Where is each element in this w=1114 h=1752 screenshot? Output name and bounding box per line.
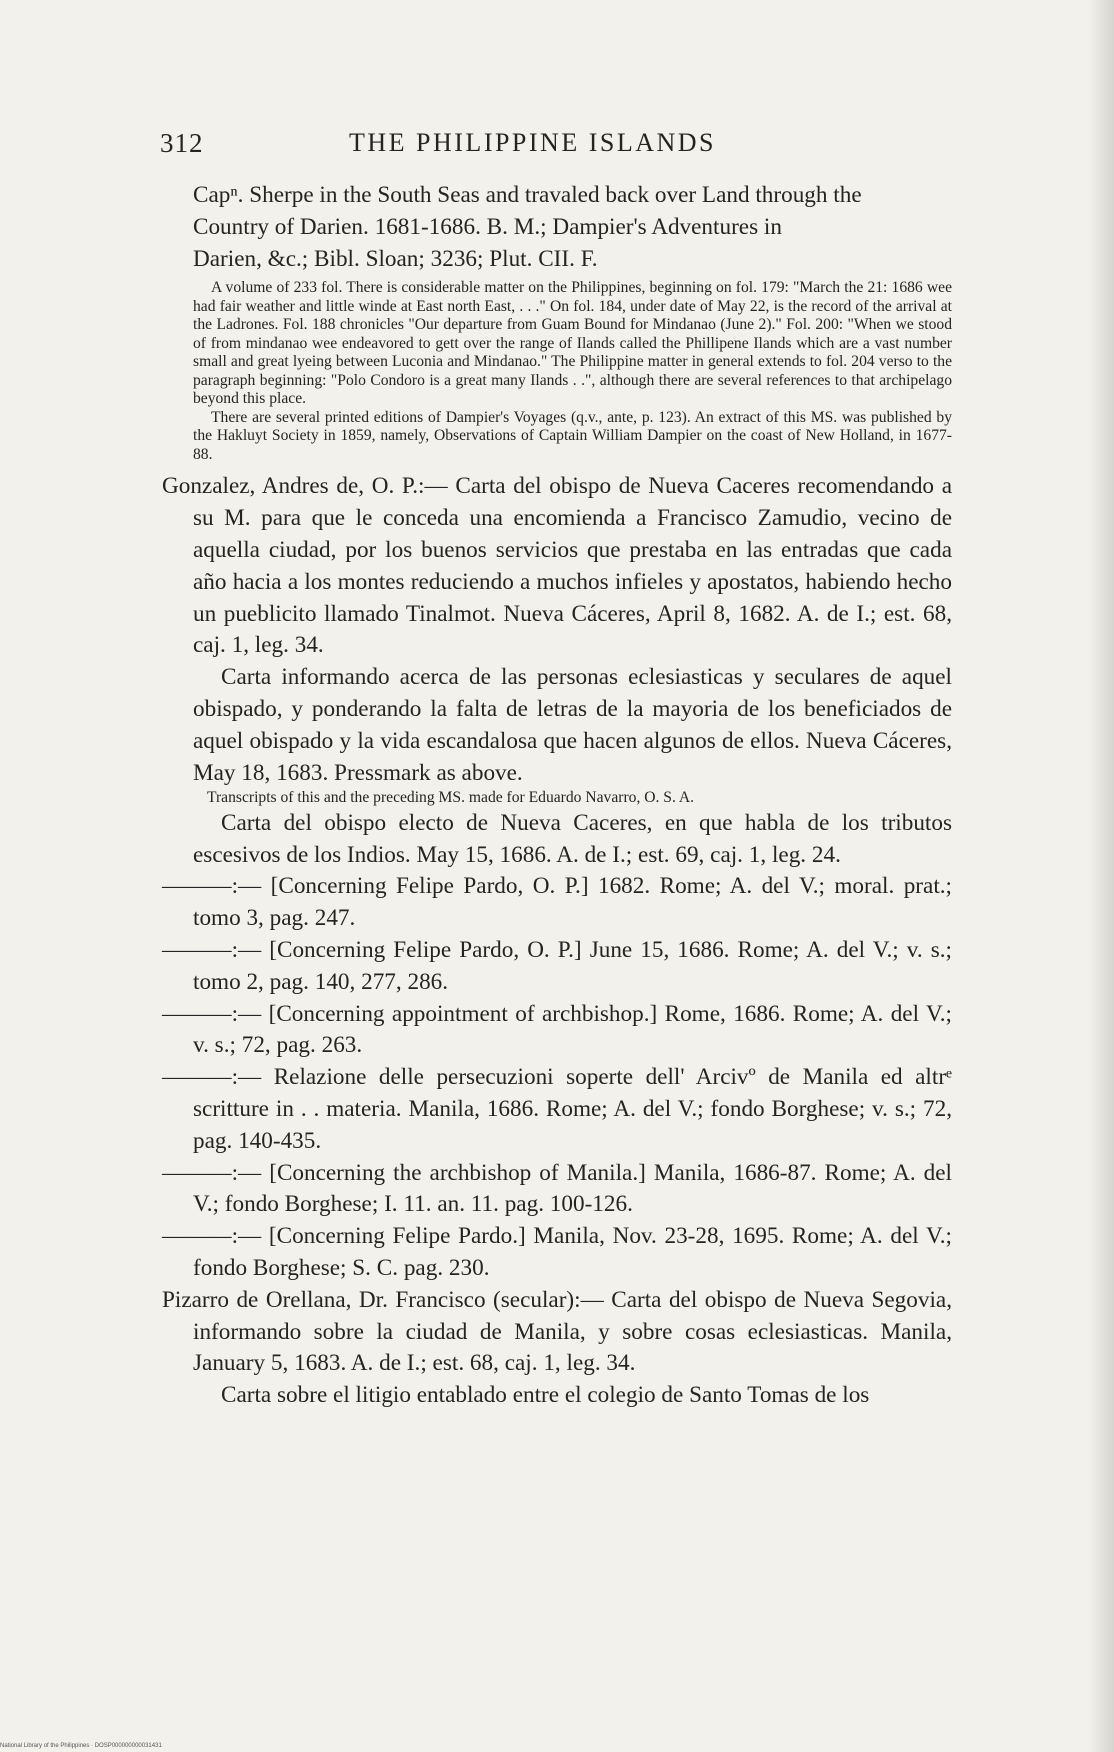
note-paragraph: A volume of 233 fol. There is considerable matter on the Philippines, beginning on fol. 179: "March the 21: 1686 wee had fair weather and little winde at East north East, . . ." On fol. 184, under date of May 22, is the record of the arrival at the Ladrones. Fol. 188 chronicles "Our departure from Guam Bound for Mindanao (June 2)." Fol. 200: "When we stood of from mindanao wee endeavored to gett over the range of Ilands called the Phillipene Ilands which are a vast number small and great lyeing between Luconia and Mindanao." The Philippine matter in general extends to fol. 204 verso to the paragraph beginning: "Polo Condoro is a great many Ilands . .", although there are several references to that archipelago beyond this place. [193, 279, 952, 408]
scan-footer: National Library of the Philippines · DOSP000000000031431 [0, 1743, 162, 1749]
entry-dash-2: ———:— [Concerning Felipe Pardo, O. P.] June 15, 1686. Rome; A. del V.; v. s.; tomo 2, pag. 140, 277, 286. [162, 937, 952, 995]
entry-dash-6: ———:— [Concerning Felipe Pardo.] Manila, Nov. 23-28, 1695. Rome; A. del V.; fondo Borghese; S. C. pag. 230. [162, 1223, 952, 1282]
entry-continuation: Capⁿ. Sherpe in the South Seas and travaled back over Land through the [193, 182, 862, 208]
entry-gonzalez-carta-2: Carta del obispo electo de Nueva Caceres, en que habla de los tributos escesivos de los Indios. May 15, 1686. A. de I.; est. 69, caj. 1, leg. 24. [193, 809, 952, 868]
page-number: 312 [160, 128, 204, 158]
running-head: THE PHILIPPINE ISLANDS [349, 128, 716, 157]
entry-dash-5: ———:— [Concerning the archbishop of Manila.] Manila, 1686-87. Rome; A. del V.; fondo Borghese; I. 11. an. 11. pag. 100-126. [162, 1159, 952, 1218]
entry-gonzalez-carta: Carta informando acerca de las personas eclesiasticas y seculares de aquel obispado, y ponderando la falta de letras de la mayoria de los beneficiados de aquel obispado y la vida escandalosa que hacen algunos de ellos. Nueva Cáceres, May 18, 1683. Pressmark as above. [193, 664, 952, 786]
page-header [162, 126, 952, 166]
note-paragraph-2: There are several printed editions of Dampier's Voyages (q.v., ante, p. 123). An extract of this MS. was published by the Hakluyt Society in 1859, namely, Observations of Captain William Dampier on the coast of New Holland, in 1677-88. [193, 408, 952, 463]
entry-continuation-2: Country of Darien. 1681-1686. B. M.; Dampier's Adventures in [193, 213, 782, 240]
entry-dash-4: ———:— Relazione delle persecuzioni soperte dell' Arcivº de Manila ed altrᵉ scritture in . . materia. Manila, 1686. Rome; A. del V.; fondo Borghese; v. s.; 72, pag. 140-435. [162, 1064, 952, 1154]
entry-pizarro: Pizarro de Orellana, Dr. Francisco (secular):— Carta del obispo de Nueva Segovia, informando sobre la ciudad de Manila, y sobre cosas eclesiasticas. Manila, January 5, 1683. A. de I.; est. 68, caj. 1, leg. 34. [162, 1286, 952, 1377]
transcript-note: Transcripts of this and the preceding MS. made for Eduardo Navarro, O. S. A. [207, 789, 695, 807]
page-edge-shadow [1088, 0, 1114, 1752]
entry-pizarro-carta: Carta sobre el litigio entablado entre el colegio de Santo Tomas de los [221, 1382, 870, 1409]
entry-dash-1: ———:— [Concerning Felipe Pardo, O. P.] 1682. Rome; A. del V.; moral. prat.; tomo 3, pag. 247. [162, 873, 952, 932]
entry-dash-3: ———:— [Concerning appointment of archbishop.] Rome, 1686. Rome; A. del V.; v. s.; 72, pag. 263. [162, 1000, 952, 1059]
entry-continuation-3: Darien, &c.; Bibl. Sloan; 3236; Plut. CII. F. [193, 245, 598, 272]
entry-gonzalez: Gonzalez, Andres de, O. P.:— Carta del obispo de Nueva Caceres recomendando a su M. para que le conceda una encomienda a Francisco Zamudio, vecino de aquella ciudad, por los buenos servicios que prestaba en las entradas que cada año hacia a los montes reduciendo a muchos infieles y apostatos, habiendo hecho un pueblicito llamado Tinalmot. Nueva Cáceres, April 8, 1682. A. de I.; est. 68, caj. 1, leg. 34. [162, 473, 952, 659]
document-page [162, 126, 952, 1412]
